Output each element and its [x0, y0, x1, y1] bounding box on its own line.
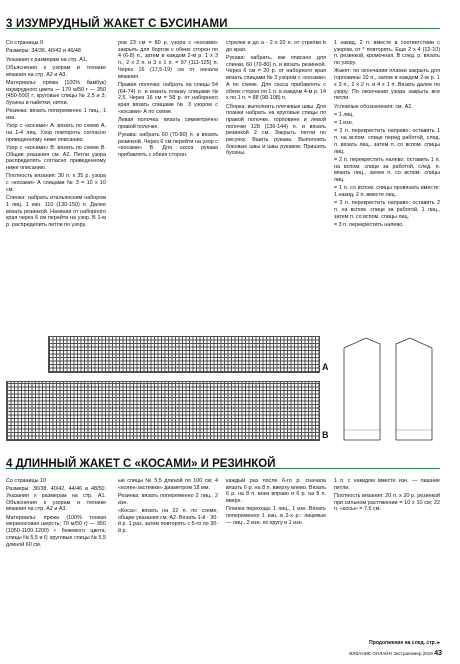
- paragraph: стрелки и до а - 2 х 20 п. от стрелки b до края.: [226, 40, 326, 53]
- page-number: 43: [434, 650, 442, 657]
- paragraph: Рукава: набрать 60 (70-80) п. и вязать резинкой. Через 6 см перейти на узор с «косами» В. Для скоса рукава прибавлять с обеих сторон.: [118, 131, 218, 159]
- paragraph: Материалы: пряжа (100% тонкая мериносовая шерсть; 70 м/50 г) — 950 (1050-1100-1200) г бежевого цвета; спицы № 5,5 и 6; круговые спицы № 5,5 длиной 60 см.: [6, 514, 106, 548]
- paragraph: «Коса»: вязать на 22 п. по схеме, общие указания см. А2. Вязать 1-й - 30-й р. 1 раз, затем повторять с 5-го по 30-й р.: [118, 508, 218, 535]
- paragraph: Резинка: вязать попеременно 2 лиц., 2 изн.: [118, 493, 218, 506]
- legend-heading: Условные обозначения: см. А2.: [334, 103, 413, 110]
- paragraph: 1 накид, 2 п. вместе в соответствии с узором, от * повторять. Еще 2 х 4 (12-10) п. резинкой, кромочная. В след. р. вязать по узору.: [334, 40, 440, 67]
- paragraph: Рукава: набрать, как описано для спинки, 60 (70-80) п. и вязать резинкой. Через 6 см = 20 р. от наборного края вязать спицами № 3 узором с «косами» А по схеме. Для скоса прибавлять с обеих сторон по 1 п. в каждом 4-м р. 14 х по 1 п. = 88 (98-108) п.: [226, 55, 326, 102]
- text-column-1: [6, 40, 106, 323]
- paragraph: Плотность вязания: 30 п. х 35 р. узора с «косами» А спицами № 3 = 10 х 10 см.: [6, 173, 106, 193]
- legend-item: = 2 п. перекрестить налево: оставить 1 п. на вспом. спице за работой, след. п. вязать лиц., затем п. со вспом. спицы лиц.: [334, 156, 440, 183]
- text-column-4: [334, 40, 440, 323]
- paragraph: Указания к размерам на стр. А1.: [6, 56, 88, 63]
- knitting-chart-a: [48, 336, 320, 373]
- paragraph: Размеры: 36/38, 40/42, 44/46 и 48/50. Указания к размерам на стр. А1. Объяснения к узорам и технике вязания на стр. А2 и А3.: [6, 486, 106, 513]
- continued-note: Продолжение на след. стр. ▸: [369, 640, 440, 646]
- issue-label: Экстраномер 2016: [393, 651, 433, 656]
- paragraph: Резинка: вязать попеременно 1 лиц., 1 изн.: [6, 108, 106, 121]
- chart-a-label: A: [322, 362, 329, 372]
- section-heading-long-jacket: [6, 454, 440, 469]
- paragraph: Со страницы 10: [6, 478, 46, 484]
- paragraph: Спинка: набрать итальянским набором 1 лиц. 1 изн. 110 (130-150) п. Далее вязать резинкой. Начиная от наборного края через 6 см перейти на узор. В 1-м р. распределить петли по узору.: [6, 195, 106, 228]
- paragraph: ые спицы № 5,5 длиной по 100 см; 4 «колен-застежки» диаметром 18 мм.: [118, 478, 218, 491]
- page-footer: [332, 650, 442, 660]
- paragraph: Сборка: выполнить плечевые швы. Для планки набрать на круговые спицы по правой полочке, горловине и левой полочке 128 (136-144) п. и вязать резинкой 2 см. Закрыть петли по рисунку. Вшить рукава. Выполнить боковые швы и швы рукавов. Пришить бусины.: [226, 103, 326, 157]
- paragraph: Размеры: 34/36, 40/42 и 46/48: [6, 48, 81, 55]
- paragraph: Узор с «косами» А: вязать по схеме А, на 1-4 лиц. Узор повторять согласно приведенному ниже описанию.: [6, 123, 106, 143]
- garment-schematic: [336, 330, 442, 450]
- legend-item: = 1 лиц.: [334, 111, 354, 118]
- paragraph: Объяснения к узорам и технике вязания на стр. А2 и А3.: [6, 64, 106, 78]
- legend-item: = 1 п. со вспом. спицы провязать вместе: 1 накид, 2 п. вместе лиц.: [334, 185, 440, 198]
- legend-item: = 3 п. перекрестить налево.: [334, 221, 404, 228]
- paragraph: Материалы: пряжа (100% бамбук) изумрудного цвета — 170 м/50 г — 350 (450-500) г; круговые спицы № 2,5 и 3; бусины и пайетки; нитки.: [6, 79, 106, 106]
- paragraph: Жакет: по окончании планки закрыть для горловины 10 п., затем в каждом 2-м р. 1 х 3 п., 2 х 2 п. и 4 х 1 п. Вязать далее по узору. По окончании узора закрыть все петли.: [334, 68, 440, 102]
- legend-item: = 3 п. перекрестить направо: оставить 2 п. на вспом. спице за работой, 1 лиц., затем п. со вспом. спицы лиц.: [334, 200, 440, 220]
- text-column-6: [118, 478, 218, 648]
- section-heading-emerald-jacket: [6, 14, 440, 29]
- legend-item: = 1 изн.: [334, 120, 354, 127]
- text-column-7: [226, 478, 326, 648]
- section-title: 3 ИЗУМРУДНЫЙ ЖАКЕТ С БУСИНАМИ: [6, 18, 228, 30]
- paragraph: Планка перехода: 1 лиц., 1 изн. Вязать попеременно 1 изн. в 2-х р.: лицевые — лиц., 2 изн. по кругу и 1 изн.: [226, 506, 326, 526]
- text-column-2: [118, 40, 218, 323]
- magazine-name: ВЯЗАНИЕ ОНЛАЙН: [349, 651, 392, 656]
- paragraph: Со страницы 9: [6, 40, 43, 46]
- legend-item: = 2 п. перекрестить направо: оставить 1 п. на вспом. спице перед работой, след. п. вязать лиц., затем п. со вспом. спицы лиц.: [334, 128, 440, 155]
- paragraph: Узор с «косами» В: вязать по схеме В. Общие указания см. А2. Петли узора распределять согласно приведенному ниже описанию.: [6, 145, 106, 172]
- text-column-8: [334, 478, 440, 648]
- chart-b-label: B: [322, 430, 329, 440]
- knitting-chart-b: [6, 381, 320, 441]
- paragraph: ров 23 см = 80 р. узора с «косами» закрыть для бортов с обеих сторон по 4 (6-8) п., затем в каждом 2-м р. 1 х 3 п., 2 х 2 п. и 3 х 1 п. = 97 (111-125) п. Через 16 (17,5-19) см от начала вязания.: [118, 40, 218, 80]
- section-title: 4 ДЛИННЫЙ ЖАКЕТ С «КОСАМИ» И РЕЗИНКОЙ: [6, 458, 276, 470]
- text-column-3: [226, 40, 326, 323]
- paragraph: Правая полочка: набрать на спицы 54 (64-74) п. и вязать планку спицами № 2,5. Через 16 см = 58 р. от наборного края вязать спицами № 3 узором с «косами» А по схеме.: [118, 81, 218, 115]
- paragraph: Плотность вязания: 20 п. х 20 р. резинкой при сильном растяжении = 10 х 10 см; 22 п. «косы» = 7,5 см.: [334, 493, 440, 513]
- paragraph: Левая полочка: вязать симметрично правой полочке.: [118, 116, 218, 130]
- paragraph: каждый раз после 6-го р. сначала вязать 6 р. на 8 п. вверху влево. Вязать 6 р. на 8 п. вниз вправо и 6 р. на 8 п. вверх.: [226, 478, 326, 505]
- text-column-5: [6, 478, 106, 648]
- paragraph: 1 п. с накидом вместе изн. — лишние петли.: [334, 478, 440, 491]
